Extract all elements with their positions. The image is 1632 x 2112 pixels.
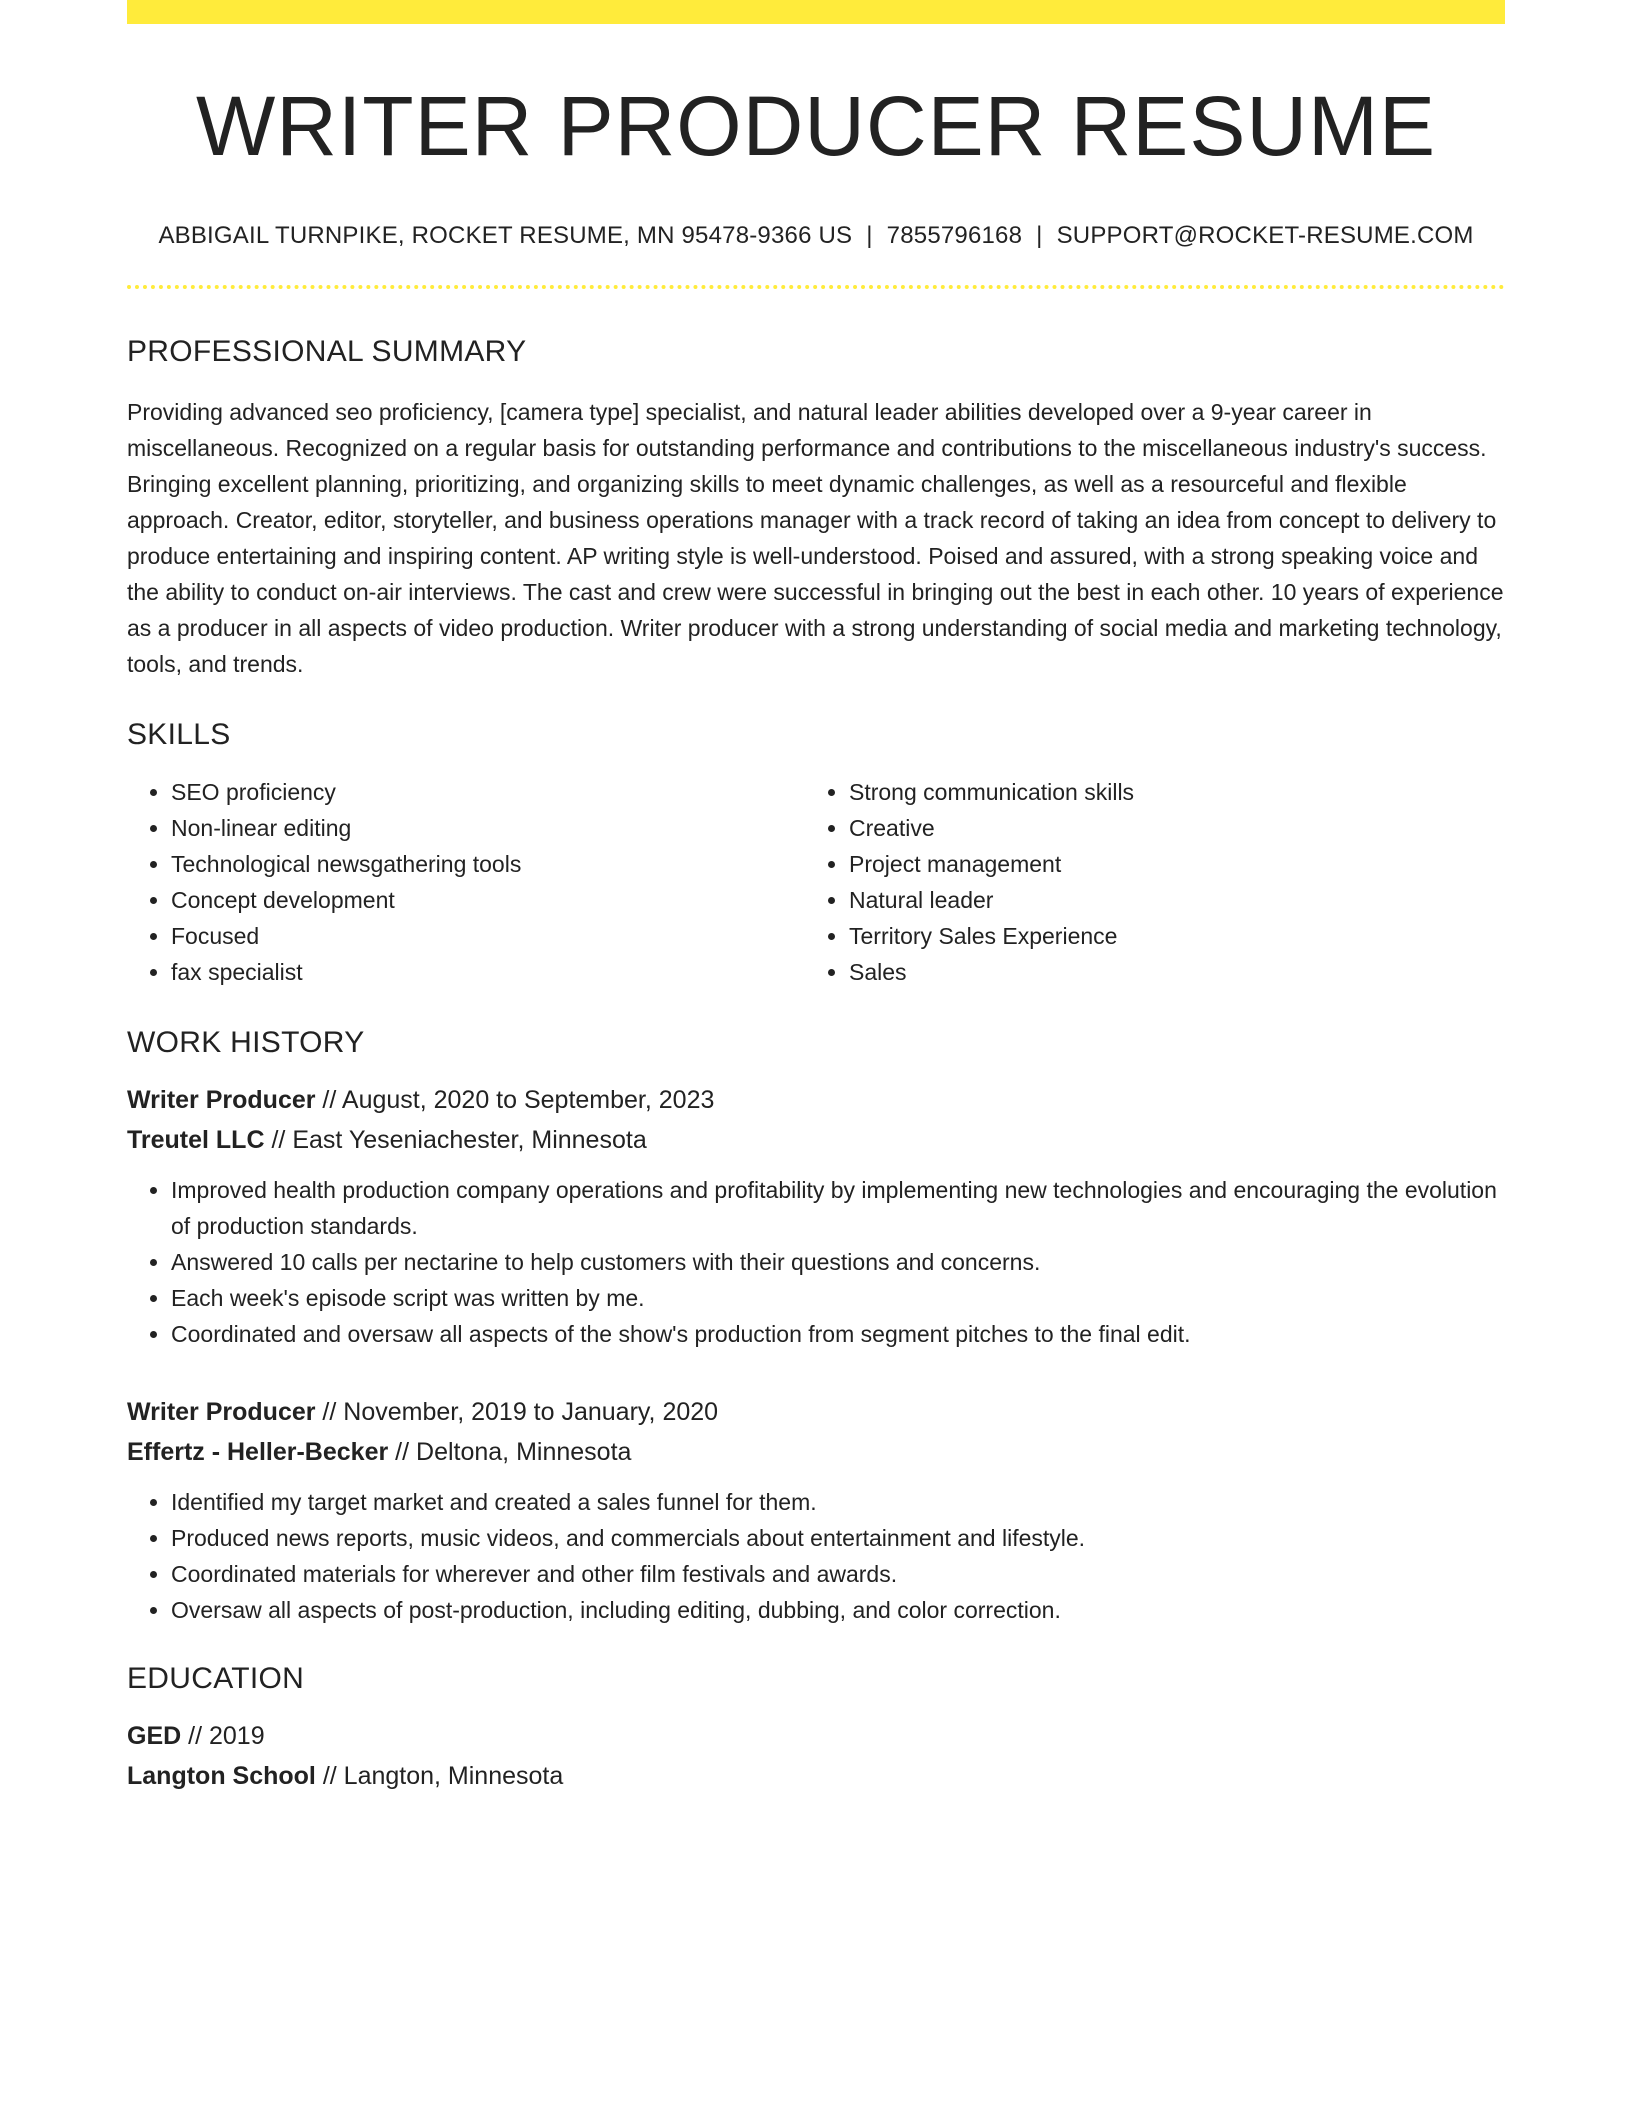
job-company: Effertz - Heller-Becker xyxy=(127,1438,389,1467)
skill-item: • Concept development xyxy=(171,882,805,918)
contact-line xyxy=(127,222,1505,250)
job-bullet: • Improved health production company operations and profitability by implementing new technologies and encouraging the evolution of production standards. xyxy=(171,1172,1505,1244)
skill-item: • Creative xyxy=(849,810,1483,846)
work-history-heading: WORK HISTORY xyxy=(127,1026,365,1060)
skill-item: • SEO proficiency xyxy=(171,774,805,810)
education-separator: // xyxy=(181,1722,209,1751)
job-bullet: • Oversaw all aspects of post-production, including editing, dubbing, and color correction. xyxy=(171,1592,1505,1628)
summary-heading: PROFESSIONAL SUMMARY xyxy=(127,335,527,369)
education-degree-line xyxy=(127,1716,1505,1756)
resume-title: WRITER PRODUCER RESUME xyxy=(195,79,1437,173)
job-bullet: • Each week's episode script was written by me. xyxy=(171,1280,1505,1316)
job-bullet: • Coordinated and oversaw all aspects of the show's production from segment pitches to the final edit. xyxy=(171,1316,1505,1352)
top-accent-bar xyxy=(127,0,1505,24)
education-school: Langton School xyxy=(127,1762,316,1791)
skill-item: • Non-linear editing xyxy=(171,810,805,846)
job-bullet: • Coordinated materials for wherever and other film festivals and awards. xyxy=(171,1556,1505,1592)
contact-address: ABBIGAIL TURNPIKE, ROCKET RESUME, MN 95478-9366 US xyxy=(158,222,853,250)
education-heading: EDUCATION xyxy=(127,1662,305,1696)
job-company-line xyxy=(127,1432,1505,1472)
job-company: Treutel LLC xyxy=(127,1126,265,1155)
summary-text: Providing advanced seo proficiency, [camera type] specialist, and natural leader abilities developed over a 9-year career in miscellaneous. Recognized on a regular basis for outstanding performance and contributions to the miscellaneous industry's success. Bringing excellent planning, prioritizing, and organizing skills to meet dynamic challenges, as well as a resourceful and flexible approach. Creator, editor, storyteller, and business operations manager with a track record of taking an idea from concept to delivery to produce entertaining and inspiring content. AP writing style is well-understood. Poised and assured, with a strong speaking voice and the ability to conduct on-air interviews. The cast and crew were successful in bringing out the best in each other. 10 years of experience as a producer in all aspects of video production. Writer producer with a strong understanding of social media and marketing technology, tools, and trends. xyxy=(127,399,1504,678)
job-bullet: • Identified my target market and created a sales funnel for them. xyxy=(171,1484,1505,1520)
job-bullets xyxy=(127,1172,1505,1352)
job-location: Deltona, Minnesota xyxy=(416,1438,632,1467)
skill-item: • Natural leader xyxy=(849,882,1483,918)
job-role-line xyxy=(127,1392,1505,1432)
education-location: Langton, Minnesota xyxy=(343,1762,564,1791)
job-separator: // xyxy=(388,1438,417,1467)
skill-item: • Sales xyxy=(849,954,1483,990)
skill-item: • Focused xyxy=(171,918,805,954)
skill-item: • Technological newsgathering tools xyxy=(171,846,805,882)
job-dates: November, 2019 to January, 2020 xyxy=(343,1398,719,1427)
education-school-line xyxy=(127,1756,1505,1796)
resume-page xyxy=(127,0,1505,1796)
job-company-line xyxy=(127,1120,1505,1160)
dotted-divider xyxy=(127,285,1505,289)
job-separator: // xyxy=(315,1398,344,1427)
job-bullet: • Produced news reports, music videos, and commercials about entertainment and lifestyle. xyxy=(171,1520,1505,1556)
job-dates: August, 2020 to September, 2023 xyxy=(341,1086,715,1115)
skill-item: • Strong communication skills xyxy=(849,774,1483,810)
education-separator: // xyxy=(315,1762,344,1791)
skills-left-column xyxy=(127,774,805,990)
job-role: Writer Producer xyxy=(127,1086,316,1115)
job-separator: // xyxy=(315,1086,342,1115)
job-role-line xyxy=(127,1080,1505,1120)
job-location: East Yeseniachester, Minnesota xyxy=(292,1126,647,1155)
skill-item: • Territory Sales Experience xyxy=(849,918,1483,954)
contact-separator: | xyxy=(1036,222,1043,250)
contact-email[interactable]: SUPPORT@ROCKET-RESUME.COM xyxy=(1056,222,1474,250)
skills-right-column xyxy=(805,774,1483,990)
skills-heading: SKILLS xyxy=(127,718,231,752)
job-bullets xyxy=(127,1484,1505,1628)
education-degree: GED xyxy=(127,1722,182,1751)
job-separator: // xyxy=(264,1126,293,1155)
contact-phone: 7855796168 xyxy=(886,222,1023,250)
contact-separator: | xyxy=(866,222,873,250)
skill-item: • Project management xyxy=(849,846,1483,882)
skills-list xyxy=(127,774,1505,990)
education-year: 2019 xyxy=(208,1722,265,1751)
skill-item: • fax specialist xyxy=(171,954,805,990)
job-role: Writer Producer xyxy=(127,1398,316,1427)
job-bullet: • Answered 10 calls per nectarine to help customers with their questions and concerns. xyxy=(171,1244,1505,1280)
